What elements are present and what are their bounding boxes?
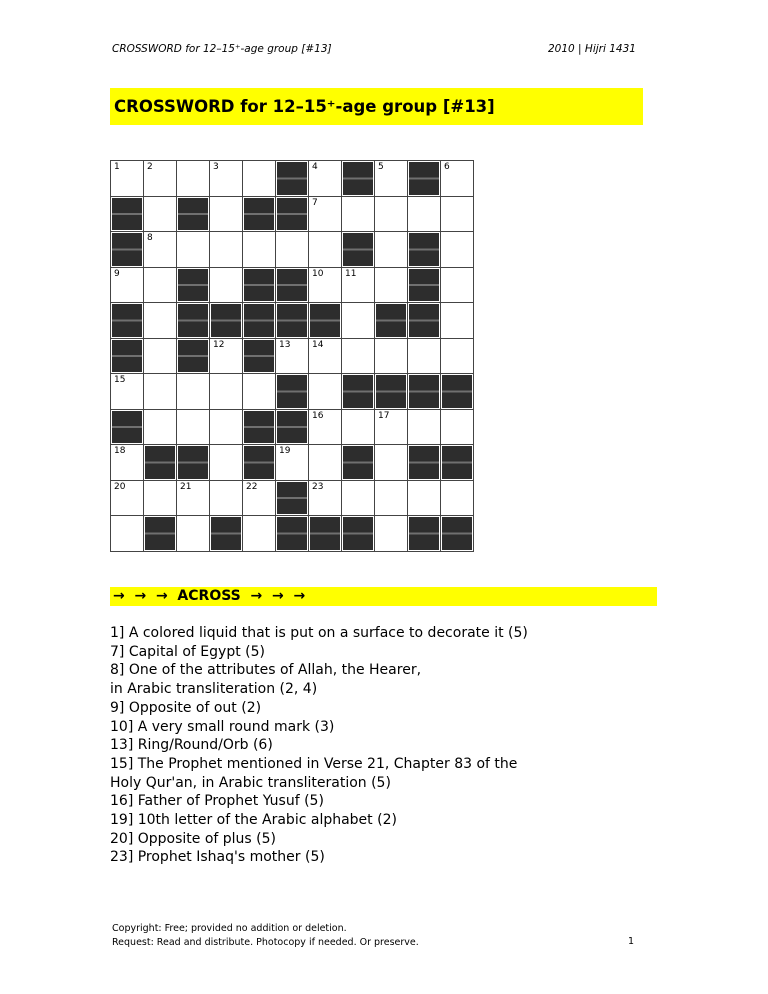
clue-line: 15] The Prophet mentioned in Verse 21, Chapter 83 of the — [110, 755, 518, 772]
grid-cell-black — [276, 161, 309, 197]
grid-cell-black — [342, 445, 375, 481]
grid-cell[interactable] — [441, 197, 474, 233]
grid-cell[interactable] — [375, 268, 408, 304]
clue-number: 4 — [312, 162, 318, 172]
grid-cell[interactable] — [177, 516, 210, 552]
across-clue-list — [110, 624, 528, 867]
clue-line: in Arabic transliteration (2, 4) — [110, 681, 318, 698]
grid-cell-black — [210, 516, 243, 552]
grid-cell[interactable] — [111, 161, 144, 197]
clue-number: 11 — [345, 268, 357, 279]
grid-cell-black — [309, 516, 342, 552]
grid-cell-black — [408, 232, 441, 268]
grid-cell[interactable] — [210, 374, 243, 410]
grid-cell-black — [408, 303, 441, 339]
grid-cell[interactable] — [309, 232, 342, 268]
clue-number: 9 — [114, 268, 120, 279]
grid-cell[interactable] — [111, 516, 144, 552]
grid-cell[interactable] — [210, 197, 243, 233]
clue-line: 8] One of the attributes of Allah, the Hearer, — [110, 662, 422, 679]
grid-cell[interactable] — [177, 410, 210, 446]
grid-cell-black — [144, 445, 177, 481]
page-title: CROSSWORD for 12–15⁺-age group [#13] — [114, 97, 495, 116]
grid-cell[interactable] — [243, 516, 276, 552]
grid-cell[interactable] — [111, 481, 144, 517]
grid-cell-black — [408, 161, 441, 197]
grid-cell[interactable] — [144, 303, 177, 339]
grid-cell-black — [342, 374, 375, 410]
grid-cell[interactable] — [309, 339, 342, 375]
grid-cell[interactable] — [309, 481, 342, 517]
clue-number: 17 — [378, 410, 390, 421]
grid-cell-black — [177, 339, 210, 375]
clue-line: 1] A colored liquid that is put on a surface to decorate it (5) — [110, 625, 528, 641]
grid-cell-black — [177, 197, 210, 233]
grid-cell[interactable] — [144, 481, 177, 517]
grid-cell-black — [243, 303, 276, 339]
clue-number: 2 — [147, 162, 153, 172]
clue-number: 3 — [213, 162, 219, 172]
grid-cell[interactable] — [309, 197, 342, 233]
grid-cell[interactable] — [375, 197, 408, 233]
grid-cell[interactable] — [441, 161, 474, 197]
grid-cell[interactable] — [342, 268, 375, 304]
grid-cell[interactable] — [144, 339, 177, 375]
grid-cell[interactable] — [441, 232, 474, 268]
grid-cell-black — [111, 339, 144, 375]
grid-cell[interactable] — [309, 161, 342, 197]
grid-cell[interactable] — [144, 232, 177, 268]
clue-number: 22 — [246, 481, 258, 492]
clue-number: 14 — [312, 339, 324, 350]
grid-cell-black — [111, 197, 144, 233]
grid-cell[interactable] — [342, 339, 375, 375]
grid-cell-black — [177, 303, 210, 339]
grid-cell[interactable] — [243, 374, 276, 410]
clue-number: 19 — [279, 446, 291, 456]
grid-cell[interactable] — [144, 374, 177, 410]
grid-cell[interactable] — [342, 303, 375, 339]
running-header-date: 2010 | Hijri 1431 — [548, 43, 636, 55]
grid-cell[interactable] — [144, 197, 177, 233]
grid-cell[interactable] — [441, 481, 474, 517]
grid-cell[interactable] — [408, 339, 441, 375]
grid-cell-black — [441, 374, 474, 410]
clue-number: 10 — [312, 268, 324, 279]
grid-cell-black — [276, 268, 309, 304]
grid-cell[interactable] — [276, 445, 309, 481]
grid-cell[interactable] — [441, 268, 474, 304]
clue-number: 18 — [114, 446, 126, 456]
clue-line: 23] Prophet Ishaq's mother (5) — [110, 849, 325, 866]
grid-cell[interactable] — [375, 516, 408, 552]
grid-cell[interactable] — [309, 268, 342, 304]
grid-cell[interactable] — [144, 410, 177, 446]
grid-cell[interactable] — [210, 161, 243, 197]
grid-cell-black — [408, 374, 441, 410]
grid-cell[interactable] — [375, 232, 408, 268]
grid-cell[interactable] — [441, 410, 474, 446]
footer-request-line: Request: Read and distribute. Photocopy if needed. Or preserve. — [112, 937, 419, 948]
grid-cell-black — [342, 516, 375, 552]
title-banner — [110, 88, 643, 125]
grid-cell-black — [375, 303, 408, 339]
grid-cell-black — [111, 303, 144, 339]
grid-cell-black — [111, 410, 144, 446]
grid-cell[interactable] — [210, 481, 243, 517]
footer-copyright-line: Copyright: Free; provided no addition or deletion. — [112, 923, 347, 934]
grid-cell[interactable] — [441, 339, 474, 375]
grid-cell-black — [144, 516, 177, 552]
clue-number: 8 — [147, 233, 153, 243]
grid-cell-black — [210, 303, 243, 339]
grid-cell[interactable] — [408, 410, 441, 446]
grid-cell[interactable] — [342, 481, 375, 517]
clue-line: 19] 10th letter of the Arabic alphabet (2) — [110, 812, 397, 829]
grid-cell-black — [276, 303, 309, 339]
grid-cell-black — [408, 445, 441, 481]
crossword-grid — [110, 160, 474, 552]
grid-cell-black — [342, 161, 375, 197]
grid-cell-black — [243, 445, 276, 481]
grid-cell-black — [276, 374, 309, 410]
grid-cell[interactable] — [309, 410, 342, 446]
clue-line: 9] Opposite of out (2) — [110, 699, 262, 716]
grid-cell-black — [408, 516, 441, 552]
clue-number: 1 — [114, 162, 120, 172]
grid-cell-black — [243, 339, 276, 375]
grid-cell[interactable] — [309, 445, 342, 481]
grid-cell[interactable] — [111, 445, 144, 481]
grid-cell-black — [441, 516, 474, 552]
grid-cell[interactable] — [243, 161, 276, 197]
grid-cell-black — [276, 197, 309, 233]
grid-cell[interactable] — [111, 268, 144, 304]
grid-cell[interactable] — [243, 232, 276, 268]
clue-line: 7] Capital of Egypt (5) — [110, 643, 265, 660]
clue-line: 20] Opposite of plus (5) — [110, 830, 276, 847]
grid-cell[interactable] — [144, 268, 177, 304]
grid-cell-black — [309, 303, 342, 339]
grid-cell-black — [276, 481, 309, 517]
copyright-footer — [112, 922, 419, 950]
grid-cell[interactable] — [375, 161, 408, 197]
grid-cell-black — [243, 268, 276, 304]
grid-cell[interactable] — [243, 481, 276, 517]
grid-cell-black — [408, 268, 441, 304]
grid-cell[interactable] — [177, 232, 210, 268]
clue-number: 21 — [180, 481, 192, 492]
grid-cell[interactable] — [441, 303, 474, 339]
clue-number: 16 — [312, 410, 324, 421]
clue-number: 6 — [444, 162, 450, 172]
grid-cell[interactable] — [375, 410, 408, 446]
across-heading: → → → ACROSS → → → — [110, 587, 657, 606]
grid-cell[interactable] — [408, 481, 441, 517]
grid-cell-black — [441, 445, 474, 481]
grid-cell-black — [276, 410, 309, 446]
grid-cell[interactable] — [210, 339, 243, 375]
grid-cell[interactable] — [177, 161, 210, 197]
grid-cell[interactable] — [408, 197, 441, 233]
grid-cell[interactable] — [276, 339, 309, 375]
clue-line: 16] Father of Prophet Yusuf (5) — [110, 793, 324, 810]
grid-cell[interactable] — [342, 197, 375, 233]
clue-number: 20 — [114, 481, 126, 492]
grid-cell-black — [342, 232, 375, 268]
grid-cell[interactable] — [111, 374, 144, 410]
running-header-title: CROSSWORD for 12–15⁺-age group [#13] — [112, 43, 332, 55]
grid-cell[interactable] — [375, 481, 408, 517]
grid-cell-black — [375, 374, 408, 410]
clue-number: 13 — [279, 339, 291, 350]
grid-cell-black — [177, 268, 210, 304]
grid-cell-black — [243, 410, 276, 446]
clue-number: 23 — [312, 481, 324, 492]
grid-cell-black — [177, 445, 210, 481]
clue-number: 5 — [378, 162, 384, 172]
grid-cell[interactable] — [177, 374, 210, 410]
grid-cell[interactable] — [144, 161, 177, 197]
grid-cell[interactable] — [210, 410, 243, 446]
grid-cell[interactable] — [210, 268, 243, 304]
grid-cell[interactable] — [309, 374, 342, 410]
grid-cell[interactable] — [375, 339, 408, 375]
clue-line: Holy Qur'an, in Arabic transliteration (5) — [110, 774, 391, 791]
grid-cell[interactable] — [375, 445, 408, 481]
clue-number: 15 — [114, 375, 126, 385]
page-number: 1 — [628, 936, 635, 947]
grid-cell[interactable] — [276, 232, 309, 268]
grid-cell[interactable] — [210, 232, 243, 268]
grid-cell-black — [276, 516, 309, 552]
clue-line: 13] Ring/Round/Orb (6) — [110, 737, 273, 754]
grid-cell[interactable] — [210, 445, 243, 481]
clue-number: 7 — [312, 197, 318, 208]
grid-cell-black — [243, 197, 276, 233]
clue-line: 10] A very small round mark (3) — [110, 718, 335, 735]
grid-cell[interactable] — [342, 410, 375, 446]
clue-number: 12 — [213, 339, 225, 350]
grid-cell[interactable] — [177, 481, 210, 517]
grid-cell-black — [111, 232, 144, 268]
